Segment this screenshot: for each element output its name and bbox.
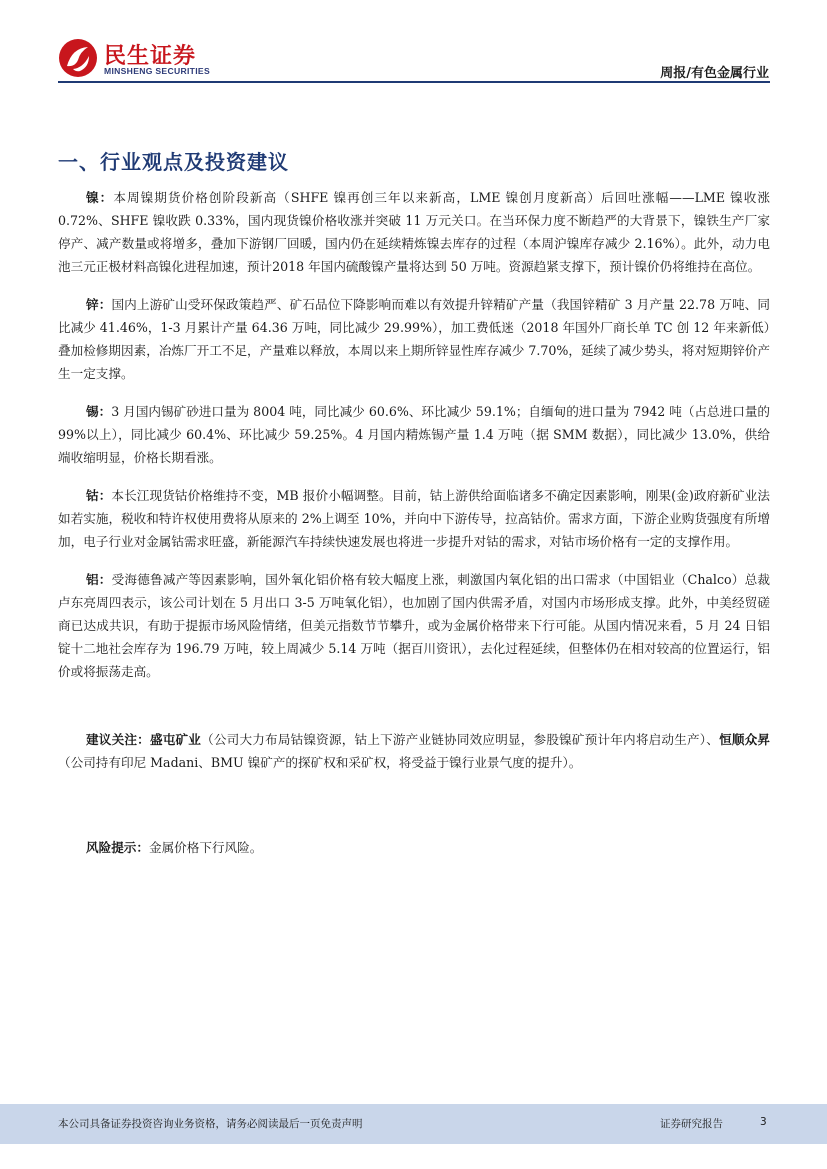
recommendation-paragraph bbox=[58, 728, 770, 774]
zinc-paragraph bbox=[58, 293, 770, 385]
paragraph-lead: 钴： bbox=[86, 488, 112, 503]
paragraph-lead: 锌： bbox=[86, 297, 112, 312]
logo-chinese-name: 民生证券 bbox=[104, 44, 197, 69]
recommendation-text: （公司持有印尼 Madani、BMU 镍矿产的探矿权和采矿权，将受益于镍行业景气度的提升）。 bbox=[58, 755, 582, 770]
footer-disclaimer: 本公司具备证券投资咨询业务资格，请务必阅读最后一页免责声明 bbox=[58, 1118, 363, 1130]
spacer bbox=[58, 789, 770, 836]
recommendation-text: （公司大力布局钴镍资源，钴上下游产业链协同效应明显，参股镍矿预计年内将启动生产）、 bbox=[201, 732, 720, 747]
minsheng-logo-icon bbox=[58, 38, 98, 78]
recommended-company: 盛屯矿业 bbox=[149, 732, 202, 747]
paragraph-lead: 锡： bbox=[86, 404, 112, 419]
recommendation-lead: 建议关注： bbox=[86, 732, 150, 747]
cobalt-paragraph bbox=[58, 484, 770, 553]
risk-paragraph bbox=[58, 836, 770, 859]
footer-report-label: 证券研究报告 bbox=[660, 1118, 723, 1130]
tin-paragraph bbox=[58, 400, 770, 469]
risk-lead: 风险提示： bbox=[86, 840, 149, 855]
section-title: 一、行业观点及投资建议 bbox=[58, 150, 289, 174]
nickel-paragraph bbox=[58, 186, 770, 278]
paragraph-text: 本周镍期货价格创阶段新高（SHFE 镍再创三年以来新高，LME 镍创月度新高）后回吐涨幅——LME 镍收涨 0.72%、SHFE 镍收跌 0.33%，国内现货镍价格收涨并突破 11 万元关口。在当环保力度不断趋严的大背景下，镍铁生产厂家停产、减产数量或将增多，叠加下游钢厂回暖，国内仍在延续精炼镍去库存的过程（本周沪镍库存减少 2.16%）。此外，动力电池三元正极材料高镍化进程加速，预计2018 年国内硫酸镍产量将达到 50 万吨。资源趋紧支撑下，预计镍价仍将维持在高位。 bbox=[58, 190, 770, 274]
page-footer bbox=[0, 1104, 827, 1144]
minsheng-logo bbox=[58, 38, 258, 82]
paragraph-text: 国内上游矿山受环保政策趋严、矿石品位下降影响而难以有效提升锌精矿产量（我国锌精矿 3 月产量 22.78 万吨、同比减少 41.46%，1-3 月累计产量 64.36 万吨，同比减少 29.99%），加工费低迷（2018 年国外厂商长单 TC 创 12 年来新低）叠加检修期因素，冶炼厂开工不足，产量难以释放，本周以来上期所锌显性库存减少 7.70%，延续了减少势头，将对短期锌价产生一定支撑。 bbox=[58, 297, 770, 381]
aluminum-paragraph bbox=[58, 568, 770, 683]
paragraph-lead: 镍： bbox=[86, 190, 114, 205]
paragraph-text: 本长江现货钴价格维持不变，MB 报价小幅调整。目前，钴上游供给面临诸多不确定因素影响，刚果(金)政府新矿业法如若实施，税收和特许权使用费将从原来的 2%上调至 10%，并向中下游传导，拉高钴价。需求方面，下游企业购货强度有所增加，电子行业对金属钴需求旺盛，新能源汽车持续快速发展也将进一步提升对钴的需求，对钴市场价格有一定的支撑作用。 bbox=[58, 488, 770, 549]
recommended-company: 恒顺众昇 bbox=[719, 732, 771, 747]
paragraph-text: 受海德鲁减产等因素影响，国外氧化铝价格有较大幅度上涨，刺激国内氧化铝的出口需求（中国铝业（Chalco）总裁卢东亮周四表示，该公司计划在 5 月出口 3-5 万吨氧化铝），也加剧了国内供需矛盾，对国内市场形成支撑。此外，中美经贸磋商已达成共识，有助于提振市场风险情绪，但美元指数节节攀升，或为金属价格带来下行可能。从国内情况来看，5 月 24 日铝锭十二地社会库存为 196.79 万吨，较上周减少 5.14 万吨（据百川资讯），去化过程延续，但整体仍在相对较高的位置运行，铝价或将振荡走高。 bbox=[58, 572, 771, 679]
logo-english-name: MINSHENG SECURITIES bbox=[104, 66, 210, 76]
risk-text: 金属价格下行风险。 bbox=[148, 840, 263, 855]
page-header bbox=[0, 0, 827, 90]
report-type: 周报/有色金属行业 bbox=[660, 66, 769, 81]
paragraph-text: 3 月国内锡矿砂进口量为 8004 吨，同比减少 60.6%、环比减少 59.1%；自缅甸的进口量为 7942 吨（占总进口量的 99%以上），同比减少 60.4%、环比减少 59.25%。4 月国内精炼锡产量 1.4 万吨（据 SMM 数据），同比减少 13.0%，供给端收缩明显，价格长期看涨。 bbox=[58, 404, 771, 465]
spacer bbox=[58, 698, 770, 728]
page-number: 3 bbox=[760, 1116, 767, 1128]
paragraph-lead: 铝： bbox=[86, 572, 112, 587]
report-body bbox=[58, 186, 770, 874]
header-divider bbox=[58, 81, 770, 83]
